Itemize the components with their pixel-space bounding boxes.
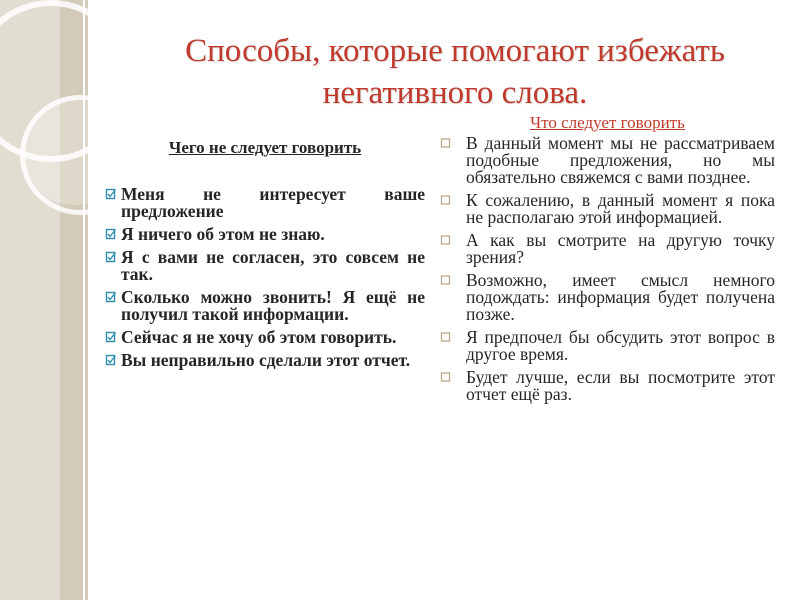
hollow-square-bullet-icon	[440, 234, 452, 246]
list-item-text: Я с вами не согласен, это совсем не так.	[121, 247, 425, 284]
list-item	[105, 289, 425, 323]
list-item-text: К сожалению, в данный момент я пока не располагаю этой информацией.	[466, 190, 775, 227]
hollow-square-bullet-icon	[440, 331, 452, 343]
do-say-column	[440, 113, 775, 409]
list-item	[440, 232, 775, 266]
checkbox-bullet-icon	[105, 228, 117, 240]
checkbox-bullet-icon	[105, 188, 117, 200]
list-item-text: А как вы смотрите на другую точку зрения?	[466, 230, 775, 267]
checkbox-bullet-icon	[105, 354, 117, 366]
hollow-square-bullet-icon	[440, 194, 452, 206]
slide-title: Способы, которые помогают избежать негативного слова.	[185, 33, 725, 111]
list-item	[105, 329, 425, 346]
sidebar-divider	[83, 0, 85, 600]
hollow-square-bullet-icon	[440, 371, 452, 383]
list-item	[105, 249, 425, 283]
decorative-sidebar	[0, 0, 88, 600]
list-item	[440, 329, 775, 363]
list-item-text: Возможно, имеет смысл немного подождать: информация будет получена позже.	[466, 270, 775, 324]
list-item-text: Будет лучше, если вы посмотрите этот отчет ещё раз.	[466, 367, 775, 404]
list-item	[105, 186, 425, 220]
do-say-header: Что следует говорить	[530, 113, 685, 132]
do-say-list	[440, 135, 775, 403]
dont-say-header: Чего не следует говорить	[168, 138, 362, 157]
list-item	[440, 135, 775, 186]
list-item	[105, 352, 425, 369]
list-item	[440, 192, 775, 226]
list-item-text: Я ничего об этом не знаю.	[121, 224, 325, 244]
list-item-text: Я предпочел бы обсудить этот вопрос в другое время.	[466, 327, 775, 364]
list-item-text: Сейчас я не хочу об этом говорить.	[121, 327, 397, 347]
hollow-square-bullet-icon	[440, 274, 452, 286]
hollow-square-bullet-icon	[440, 137, 452, 149]
dont-say-column	[105, 130, 425, 375]
list-item-text: Вы неправильно сделали этот отчет.	[121, 350, 411, 370]
list-item-text: Меня не интересует ваше предложение	[121, 184, 425, 221]
list-item-text: Сколько можно звонить! Я ещё не получил такой информации.	[121, 287, 425, 324]
list-item	[440, 272, 775, 323]
checkbox-bullet-icon	[105, 251, 117, 263]
list-item-text: В данный момент мы не рассматриваем подобные предложения, но мы обязательно свяжемся с вами позднее.	[466, 133, 775, 187]
dont-say-list	[105, 186, 425, 369]
list-item	[440, 369, 775, 403]
list-item	[105, 226, 425, 243]
checkbox-bullet-icon	[105, 291, 117, 303]
checkbox-bullet-icon	[105, 331, 117, 343]
